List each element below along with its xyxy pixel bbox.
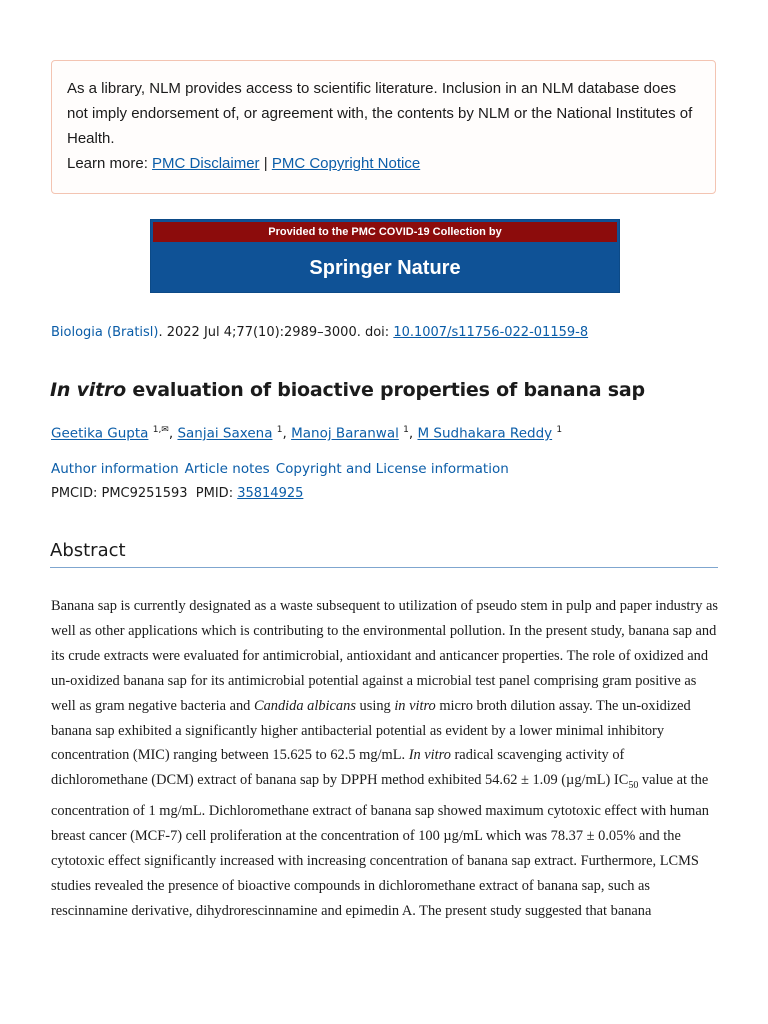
species-name: Candida albicans (253, 697, 356, 714)
citation-details: . 2022 Jul 4;77(10):2989–3000. doi: (158, 325, 394, 340)
copyright-license-toggle[interactable]: Copyright and License information (275, 461, 509, 477)
subscript-50: 50 (628, 780, 639, 792)
abstract-heading: Abstract (50, 538, 718, 568)
abstract-segment: using (355, 697, 395, 714)
abstract-segment: Banana sap is currently designated as a waste subsequent to utilization of pseudo stem in pulp and paper industry as well as other applications which is contributing to the environmental pollution. In the present study, banana sap and its crude extracts were evaluated for antimicrobial, antioxidant and anticancer properties. The role of oxidized and un-oxidized banana sap for its antimicrobial potential against a microbial test panel comprising gram positive as well as gram negative bacteria and (51, 598, 719, 714)
banner-collection-text: Provided to the PMC COVID-19 Collection by (153, 222, 617, 242)
abstract-text (51, 594, 721, 924)
abstract-segment: micro broth dilution assay. The un-oxidized banana sap exhibited a significantly higher antibacterial potential as evident by a lower minimal inhibitory concentration (MIC) ranging between 15.625 to 62.5 mg/mL. (51, 697, 691, 764)
author-link[interactable]: Manoj Baranwal (291, 425, 399, 442)
article-title-rest: evaluation of bioactive properties of banana sap (126, 379, 645, 401)
author-affiliation[interactable]: 1 (403, 425, 409, 435)
nlm-disclaimer-notice (51, 60, 716, 194)
notice-text: As a library, NLM provides access to scientific literature. Inclusion in an NLM database does not imply endorsement of, or agreement with, the contents by NLM or the National Institutes of Health. (67, 80, 693, 147)
journal-link[interactable]: Biologia (Bratisl) (51, 325, 159, 340)
covid-collection-banner[interactable] (150, 219, 620, 293)
author-affiliation[interactable]: 1 (556, 425, 563, 435)
author-list: Geetika Gupta $^{1,✉}$, Sanjai Saxena $^1$, Manoj Baranwal $^1$, M Sudhakara Reddy $^1$ (51, 425, 563, 442)
italic-term: In vitro (408, 747, 451, 764)
pmid-link[interactable]: 35814925 (237, 486, 304, 501)
italic-term: in vitro (394, 697, 436, 714)
banner-publisher-name: Springer Nature (309, 257, 461, 279)
pmc-copyright-notice-link[interactable]: PMC Copyright Notice (271, 155, 421, 172)
abstract-segment: value at the concentration of 1 mg/mL. Dichloromethane extract of banana sap showed maximum cytotoxic effect with human breast cancer (MCF-7) cell proliferation at the concentration of 100 µg/mL which was 78.37 ± 0.05% and the cytotoxic effect significantly increased with increasing concentration of banana sap extract. Furthermore, LCMS studies revealed the presence of bioactive compounds in dichloromethane extract of banana sap, such as rescinnamine derivative, dihydrorescinnamine and epimedin A. The present study suggested that banana (51, 772, 709, 919)
doi-link[interactable]: 10.1007/s11756-022-01159-8 (393, 325, 589, 340)
link-separator: | (263, 155, 268, 172)
author-link[interactable]: M Sudhakara Reddy (417, 425, 553, 442)
article-meta-links (51, 459, 515, 479)
article-title (50, 376, 645, 404)
author-link[interactable]: Geetika Gupta (51, 425, 149, 442)
author-affiliation[interactable]: 1,✉ (152, 425, 169, 435)
learn-more-line (67, 151, 699, 176)
article-identifiers (51, 484, 303, 504)
article-notes-toggle[interactable]: Article notes (184, 461, 270, 477)
pmc-disclaimer-link[interactable]: PMC Disclaimer (152, 155, 260, 172)
author-information-toggle[interactable]: Author information (51, 461, 179, 477)
abstract-segment: radical scavenging activity of dichloromethane (DCM) extract of banana sap by DPPH method exhibited 54.62 ± 1.09 (µg/mL) IC (51, 747, 629, 789)
article-title-italic: In vitro (50, 379, 127, 401)
pmid-label: PMID: (195, 486, 234, 501)
pmcid: PMCID: PMC9251593 (51, 486, 188, 501)
citation-line (51, 323, 588, 343)
learn-more-label: Learn more: (67, 155, 148, 172)
author-link[interactable]: Sanjai Saxena (177, 425, 273, 442)
author-affiliation[interactable]: 1 (276, 425, 283, 435)
